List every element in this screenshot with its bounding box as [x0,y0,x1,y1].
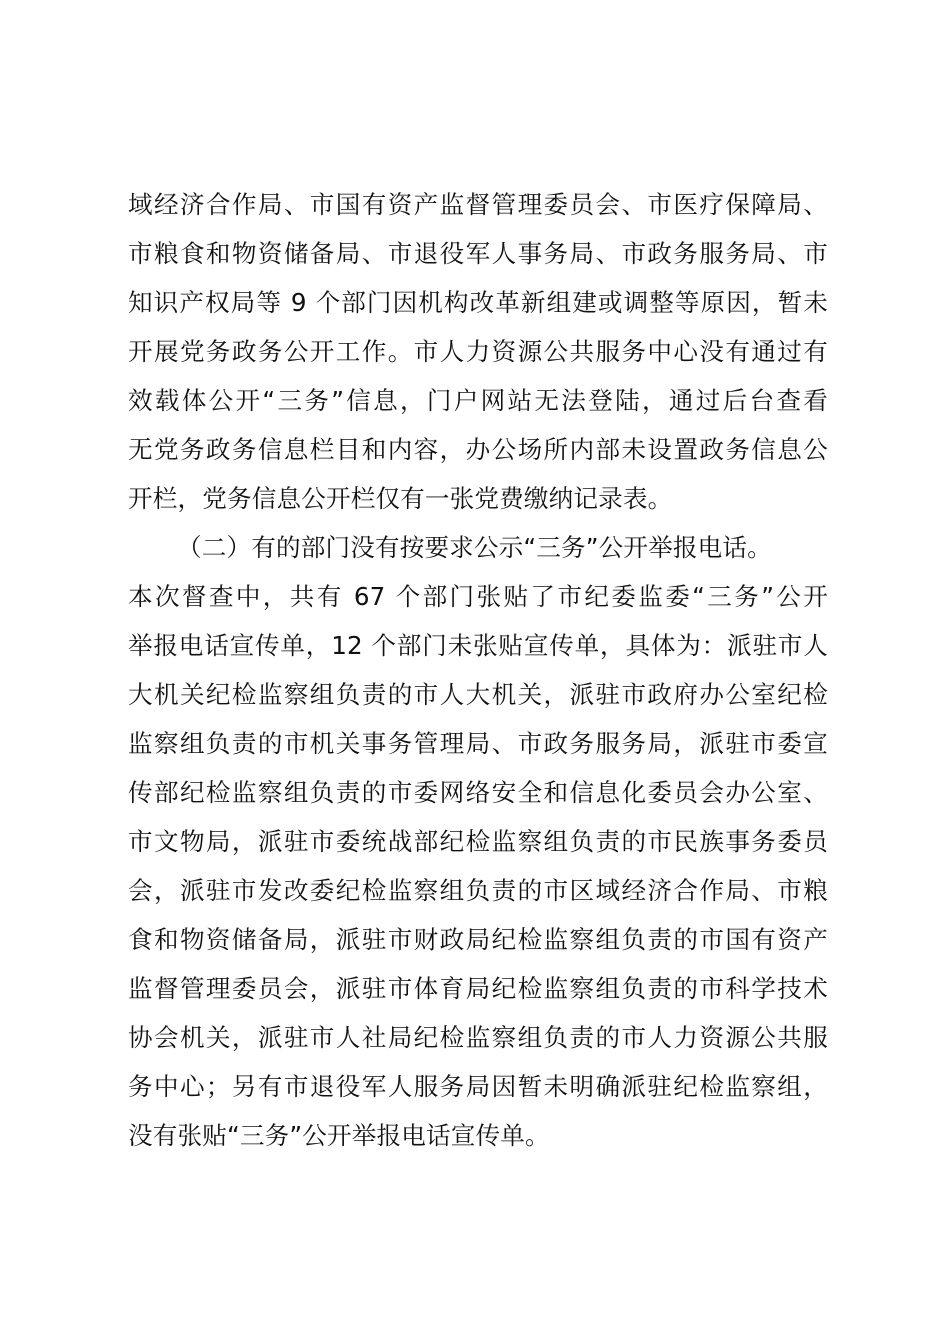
text-line: 食和物资储备局，派驻市财政局纪检监察组负责的市国有资产 [128,925,828,954]
text-line: 监察组负责的市机关事务管理局、市政务服务局，派驻市委宣 [128,729,828,758]
paragraph-continuation [128,180,828,523]
text-line: 无党务政务信息栏目和内容，办公场所内部未设置政务信息公 [128,435,828,464]
text-line: 会，派驻市发改委纪检监察组负责的市区域经济合作局、市粮 [128,876,828,905]
text-line-last: 没有张贴“三务”公开举报电话宣传单。 [128,1121,550,1150]
text-line: 举报电话宣传单，12 个部门未张贴宣传单，具体为：派驻市人 [128,631,828,660]
text-line: 大机关纪检监察组负责的市人大机关，派驻市政府办公室纪检 [128,680,828,709]
text-line: 知识产权局等 9 个部门因机构改革新组建或调整等原因，暂未 [128,288,828,317]
paragraph-section-two [128,523,828,1160]
text-line: 市文物局，派驻市委统战部纪检监察组负责的市民族事务委员 [128,827,828,856]
text-line: 效载体公开“三务”信息，门户网站无法登陆，通过后台查看 [128,386,828,415]
text-line: 务中心；另有市退役军人服务局因暂未明确派驻纪检监察组， [128,1072,828,1101]
text-line: 传部纪检监察组负责的市委网络安全和信息化委员会办公室、 [128,778,828,807]
text-line: 本次督查中，共有 67 个部门张贴了市纪委监委“三务”公开 [128,582,828,611]
section-heading-line: （二）有的部门没有按要求公示“三务”公开举报电话。 [177,533,772,562]
text-line: 域经济合作局、市国有资产监督管理委员会、市医疗保障局、 [128,190,828,219]
text-line: 开展党务政务公开工作。市人力资源公共服务中心没有通过有 [128,337,828,366]
text-line: 监督管理委员会，派驻市体育局纪检监察组负责的市科学技术 [128,974,828,1003]
text-line-last: 开栏，党务信息公开栏仅有一张党费缴纳记录表。 [128,484,673,513]
text-line: 市粮食和物资储备局、市退役军人事务局、市政务服务局、市 [128,239,828,268]
text-line: 协会机关，派驻市人社局纪检监察组负责的市人力资源公共服 [128,1023,828,1052]
